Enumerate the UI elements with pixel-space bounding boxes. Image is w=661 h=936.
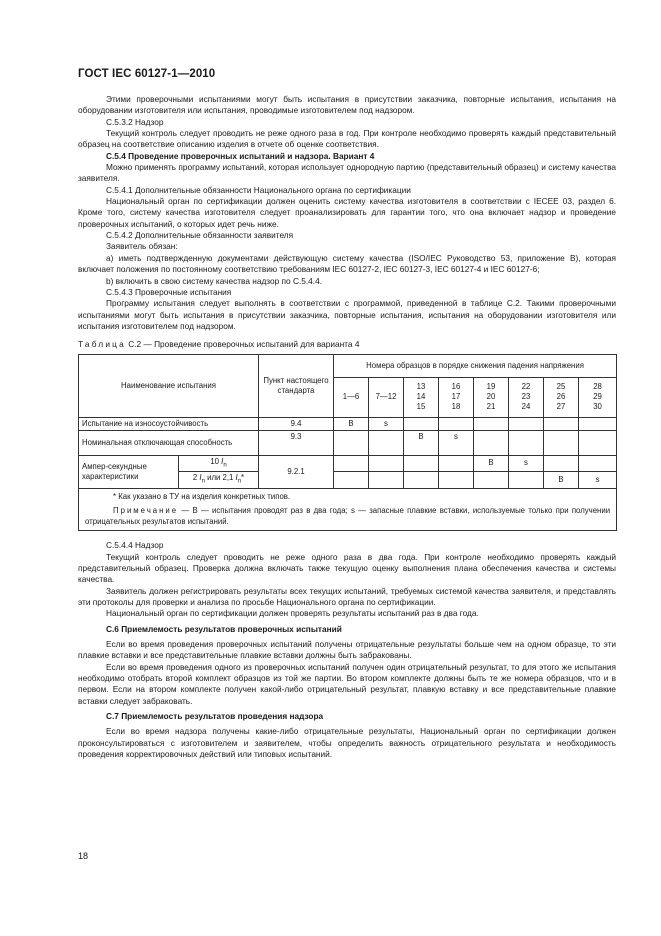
table-row bbox=[79, 417, 617, 430]
table-caption-text: С.2 — Проведение проверочных испытаний для варианта 4 bbox=[128, 339, 360, 350]
header-sample-col: 7—12 bbox=[369, 377, 404, 417]
row-subtest: 2 $I_n$ или 2,1 $I_n*$ bbox=[179, 472, 259, 489]
paragraph: Заявитель должен регистрировать результаты всех текущих испытаний, требуемых системой качества заявителя, и представлять эти протоколы для проверки и анализа по просьбе Национального органа по сертификации. bbox=[78, 585, 616, 607]
clause-heading: С.5.4.4 Надзор bbox=[106, 540, 164, 551]
note-text: — В — испытания проводят раз в два года; s — запасные плавкие вставки, используемые только при получении отрицательных результатов испытаний. bbox=[85, 506, 611, 526]
clause-heading: С.5.3.2 Надзор bbox=[106, 116, 164, 127]
header-sample-col: 22 23 24 bbox=[509, 377, 544, 417]
clause-heading: С.5.4.1 Дополнительные обязанности Национального органа по сертификации bbox=[106, 184, 411, 195]
section-heading-c7: С.7 Приемлемость результатов проведения надзора bbox=[106, 710, 324, 721]
paragraph: Текущий контроль следует проводить не реже одного раза в год. При контроле необходимо проверять каждый представительный образец на соответствие описанию изделия в отчете об оценке соответствия. bbox=[78, 128, 616, 150]
cell: s bbox=[579, 472, 617, 489]
header-clause: Пункт настоящего стандарта bbox=[259, 354, 334, 417]
document-header: ГОСТ IEC 60127-1—2010 bbox=[78, 68, 216, 80]
header-sample-col: 19 20 21 bbox=[474, 377, 509, 417]
paragraph: Текущий контроль следует проводить не реже одного раза в два года. При контроле необходимо проверять каждый представительный образец. Проверка должна включать также текущую оценку выполнения плана обеспечения качества и системы качества. bbox=[78, 551, 616, 585]
header-sample-col: 25 26 27 bbox=[544, 377, 579, 417]
clause-heading: С.5.4.2 Дополнительные обязанности заявителя bbox=[106, 230, 294, 241]
paragraph: Заявитель обязан: bbox=[106, 241, 178, 252]
cell: В bbox=[474, 455, 509, 472]
table-row bbox=[79, 430, 617, 455]
header-sample-col: 16 17 18 bbox=[439, 377, 474, 417]
page-body bbox=[78, 94, 616, 760]
paragraph: Национальный орган по сертификации должен оценить систему качества изготовителя в соответствии с IECEE 03, раздел 6. Кроме того, систему качества изготовителя следует проанализировать для гарантии того, что она включает надзор и проведение проверочных испытаний, о которых идет речь ниже. bbox=[78, 196, 616, 229]
header-sample-numbers: Номера образцов в порядке снижения падения напряжения bbox=[334, 354, 617, 377]
paragraph: Если во время проведения одного из проверочных испытаний получен один отрицательный результат, то для этого же испытания необходимо отобрать второй комплект образцов из той же партии. Во втором комплекте должны быть те же номера образцов, что и в первом. Если на втором комплекте получен какой-либо отрицательный результат, плавкую вставку и все представительные плавкие вставки следует забраковать. bbox=[78, 661, 616, 706]
cell: s bbox=[369, 417, 404, 430]
row-clause: 9.3 bbox=[259, 430, 334, 455]
table-caption bbox=[78, 339, 616, 350]
table-caption-word: Таблица bbox=[78, 339, 126, 350]
note-word: Примечание bbox=[113, 506, 179, 516]
row-test-name: Испытание на износоустойчивость bbox=[79, 417, 259, 430]
clause-heading: С.5.4.3 Проверочные испытания bbox=[106, 286, 232, 297]
page-number: 18 bbox=[78, 851, 89, 861]
paragraph: Если во время надзора получены какие-либо отрицательные результаты, Национальный орган по сертификации должен проконсультироваться с изготовителем и заявителем, чтобы определить важность отрицательного результата и необходимость проведения корректировочных действий или типовых испытаний. bbox=[78, 726, 616, 759]
header-sample-col: 28 29 30 bbox=[579, 377, 617, 417]
list-item: b) включить в свою систему качества надзор по С.5.4.4. bbox=[106, 275, 323, 286]
row-test-name: Ампер-секундные характеристики bbox=[79, 455, 179, 488]
paragraph: Если во время проведения проверочных испытаний получены отрицательные результаты больше чем на одном образце, то эти плавкие вставки и все представительные плавкие вставки должны быть забракованы. bbox=[78, 638, 616, 661]
paragraph: Можно применять программу испытаний, которая использует однородную партию (представительный образец) и систему качества заявителя. bbox=[78, 162, 616, 184]
cell: В bbox=[544, 472, 579, 489]
table-row bbox=[79, 455, 617, 472]
paragraph: Программу испытания следует выполнять в соответствии с программой, приведенной в таблице С.2. Такими проверочными испытаниями могут быть испытания в присутствии заказчика, повторные испытания, испытания на оборудовании изготовителя или испытания изготовителем под надзором. bbox=[78, 298, 616, 331]
section-heading-c6: С.6 Приемлемость результатов проверочных испытаний bbox=[106, 623, 342, 634]
verification-tests-table bbox=[78, 354, 617, 532]
row-clause: 9.2.1 bbox=[259, 455, 334, 488]
cell: В bbox=[334, 417, 369, 430]
cell: s bbox=[509, 455, 544, 472]
row-subtest: 10 $I_n$ bbox=[179, 455, 259, 472]
table-note bbox=[85, 506, 610, 527]
header-test-name: Наименование испытания bbox=[79, 354, 259, 417]
table-notes bbox=[79, 488, 617, 531]
row-test-name: Номинальная отключающая способность bbox=[79, 430, 259, 455]
cell: s bbox=[439, 430, 474, 455]
header-sample-col: 13 14 15 bbox=[404, 377, 439, 417]
header-sample-col: 1—6 bbox=[334, 377, 369, 417]
cell: В bbox=[404, 430, 439, 455]
paragraph: Национальный орган по сертификации должен проверять результаты испытаний раз в два года. bbox=[106, 608, 479, 619]
section-heading-c54: С.5.4 Проведение проверочных испытаний и надзора. Вариант 4 bbox=[106, 150, 375, 161]
list-item: а) иметь подтвержденную документами действующую систему качества (ISO/IEC Руководство 53, приложение B), которая включает положения по постоянному соответствию требованиям IEC 60127-2, IEC 60127-3, IEC 60127-4 и IEC 60127-6; bbox=[78, 252, 616, 275]
paragraph: Этими проверочными испытаниями могут быть испытания в присутствии заказчика, повторные испытания, испытания на оборудовании изготовителя или испытания, проводимые изготовителем под надзором. bbox=[78, 94, 616, 116]
table-footnote: * Как указано в ТУ на изделия конкретных типов. bbox=[113, 491, 291, 501]
row-clause: 9.4 bbox=[259, 417, 334, 430]
